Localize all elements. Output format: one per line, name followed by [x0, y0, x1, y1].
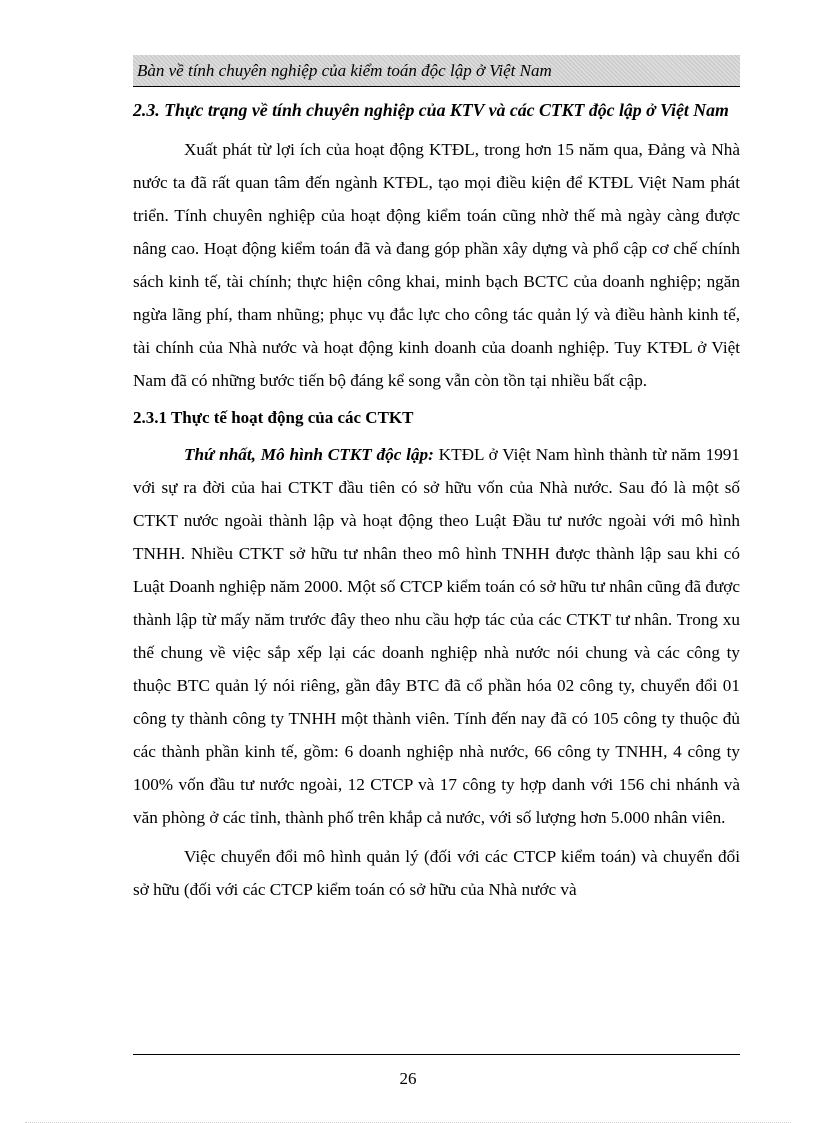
page-content [133, 94, 740, 906]
running-header [133, 55, 740, 87]
intro-paragraph: Xuất phát từ lợi ích của hoạt động KTĐL, trong hơn 15 năm qua, Đảng và Nhà nước ta đã rất quan tâm đến ngành KTĐL, tạo mọi điều kiện để KTĐL Việt Nam phát triển. Tính chuyên nghiệp của hoạt động kiểm toán cũng nhờ thế mà ngày càng được nâng cao. Hoạt động kiểm toán đã và đang góp phần xây dựng và phổ cập cơ chế chính sách kinh tế, tài chính; thực hiện công khai, minh bạch BCTC của doanh nghiệp; ngăn ngừa lãng phí, tham nhũng; phục vụ đắc lực cho công tác quản lý và điều hành kinh tế, tài chính của Nhà nước và hoạt động kinh doanh của doanh nghiệp. Tuy KTĐL ở Việt Nam đã có những bước tiến bộ đáng kể song vẫn còn tồn tại nhiều bất cập. [133, 140, 740, 390]
paragraph-conversion: Việc chuyển đổi mô hình quản lý (đối với các CTCP kiểm toán) và chuyển đổi sở hữu (đối với các CTCP kiểm toán có sở hữu của Nhà nước và [133, 847, 740, 899]
footer-rule [133, 1054, 740, 1055]
page-number: 26 [399, 1069, 417, 1088]
paragraph-lead: Thứ nhất, Mô hình CTKT độc lập: [184, 445, 434, 464]
running-header-title: Bàn về tính chuyên nghiệp của kiểm toán độc lập ở Việt Nam [137, 61, 552, 80]
paragraph-company-model [133, 438, 740, 834]
paragraph-body: KTĐL ở Việt Nam hình thành từ năm 1991 với sự ra đời của hai CTKT đầu tiên có sở hữu vốn của Nhà nước. Sau đó là một số CTKT nước ngoài thành lập và hoạt động theo Luật Đầu tư nước ngoài với mô hình TNHH. Nhiều CTKT sở hữu tư nhân theo mô hình TNHH được thành lập sau khi có Luật Doanh nghiệp năm 2000. Một số CTCP kiểm toán có sở hữu tư nhân cũng đã được thành lập từ mấy năm trước đây theo nhu cầu hợp tác của các CTKT tư nhân. Trong xu thế chung về việc sắp xếp lại các doanh nghiệp nhà nước nói chung và các công ty thuộc BTC quản lý nói riêng, gần đây BTC đã cổ phần hóa 02 công ty, chuyển đổi 01 công ty thành công ty TNHH một thành viên. Tính đến nay đã có 105 công ty thuộc đủ các thành phần kinh tế, gồm: 6 doanh nghiệp nhà nước, 66 công ty TNHH, 4 công ty 100% vốn đầu tư nước ngoài, 12 CTCP và 17 công ty hợp danh với 156 chi nhánh và văn phòng ở các tỉnh, thành phố trên khắp cả nước, với số lượng hơn 5.000 nhân viên. [133, 445, 740, 827]
subsection-heading: 2.3.1 Thực tế hoạt động của các CTKT [133, 408, 414, 427]
section-heading: 2.3. Thực trạng về tính chuyên nghiệp của KTV và các CTKT độc lập ở Việt Nam [133, 100, 729, 120]
